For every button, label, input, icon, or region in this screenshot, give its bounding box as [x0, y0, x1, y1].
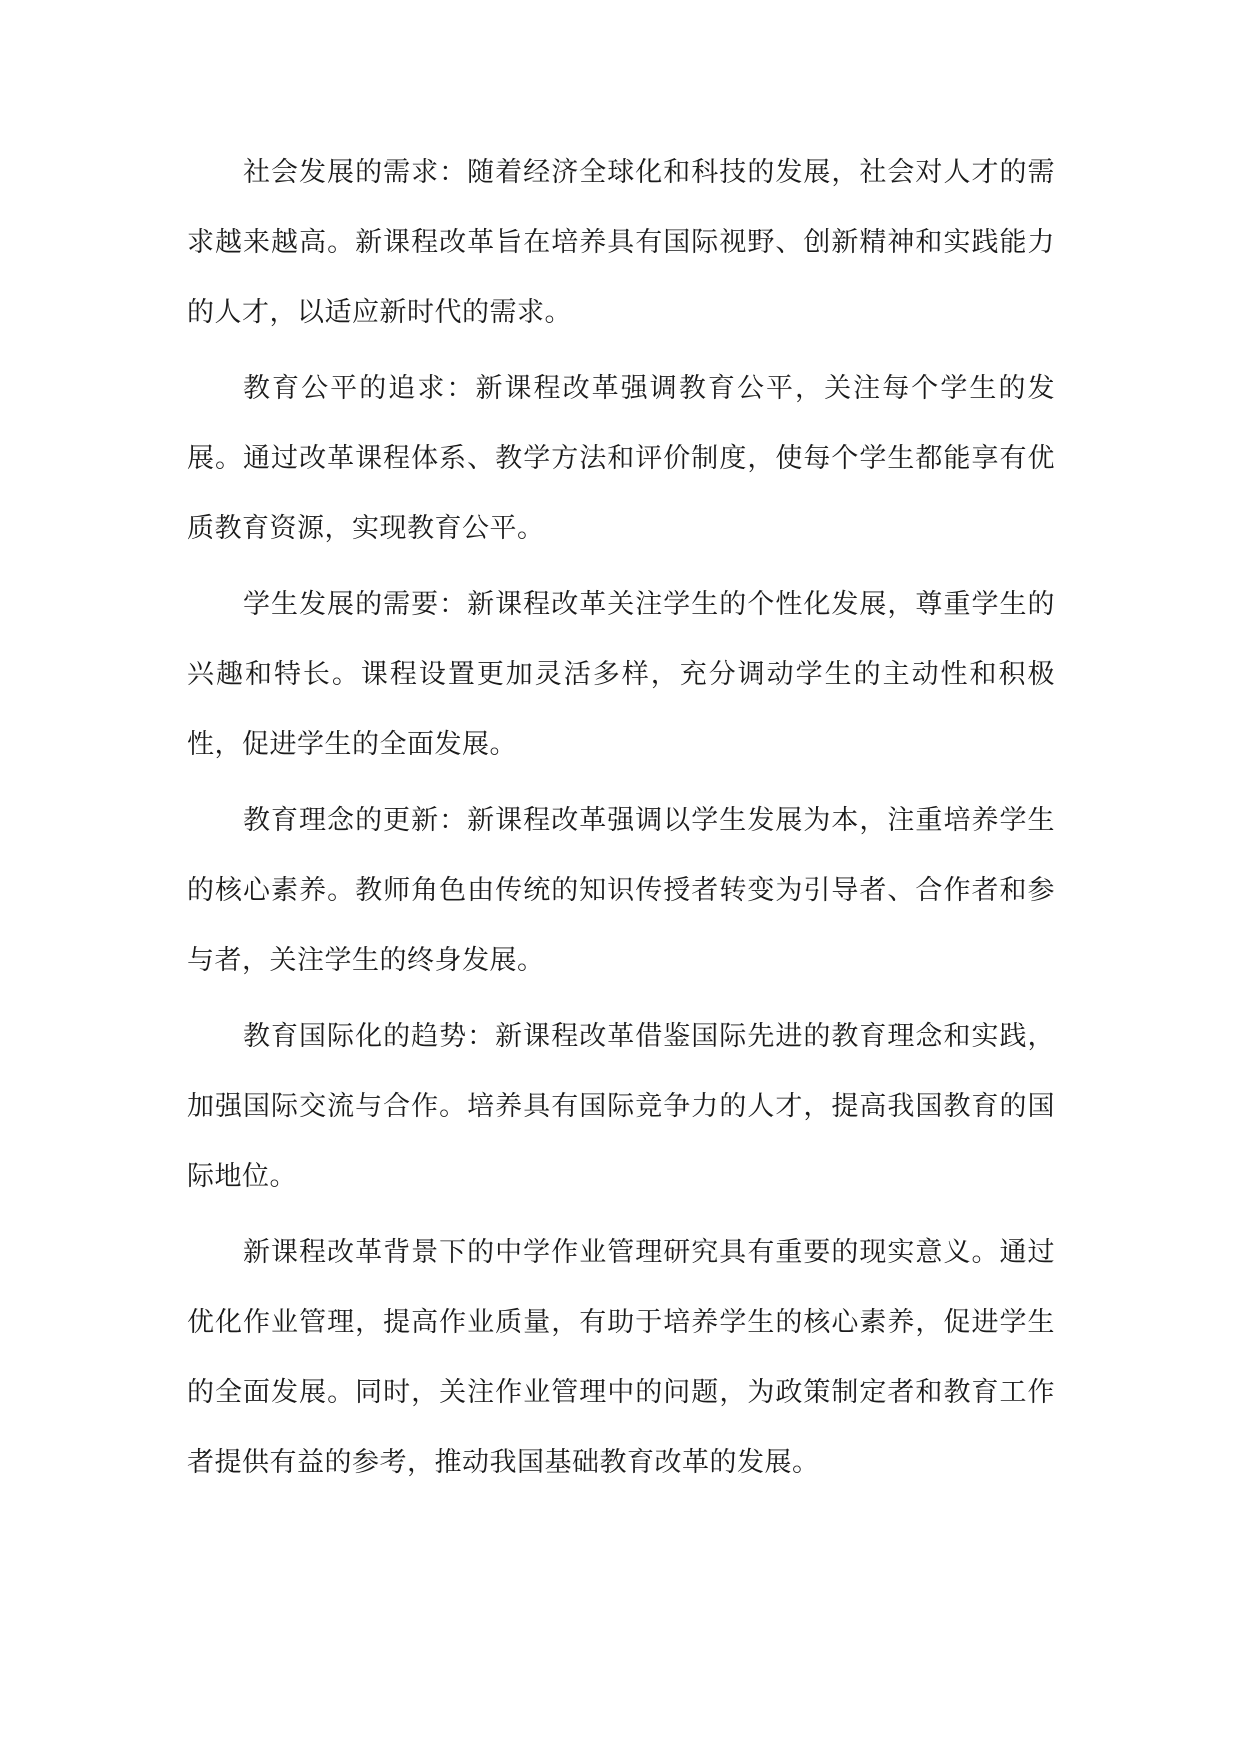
paragraph-student-development: 学生发展的需要：新课程改革关注学生的个性化发展，尊重学生的兴趣和特长。课程设置更加灵活多样，充分调动学生的主动性和积极性，促进学生的全面发展。 [187, 589, 1055, 760]
paragraph-research-significance: 新课程改革背景下的中学作业管理研究具有重要的现实意义。通过优化作业管理，提高作业质量，有助于培养学生的核心素养，促进学生的全面发展。同时，关注作业管理中的问题，为政策制定者和教育工作者提供有益的参考，推动我国基础教育改革的发展。 [187, 1237, 1055, 1478]
paragraph-internationalization: 教育国际化的趋势：新课程改革借鉴国际先进的教育理念和实践，加强国际交流与合作。培养具有国际竞争力的人才，提高我国教育的国际地位。 [187, 1021, 1055, 1192]
document-body [187, 138, 1055, 1504]
paragraph-education-philosophy: 教育理念的更新：新课程改革强调以学生发展为本，注重培养学生的核心素养。教师角色由传统的知识传授者转变为引导者、合作者和参与者，关注学生的终身发展。 [187, 805, 1055, 976]
paragraph-education-equity: 教育公平的追求：新课程改革强调教育公平，关注每个学生的发展。通过改革课程体系、教学方法和评价制度，使每个学生都能享有优质教育资源，实现教育公平。 [187, 373, 1055, 544]
paragraph-social-needs: 社会发展的需求：随着经济全球化和科技的发展，社会对人才的需求越来越高。新课程改革旨在培养具有国际视野、创新精神和实践能力的人才，以适应新时代的需求。 [187, 157, 1055, 328]
